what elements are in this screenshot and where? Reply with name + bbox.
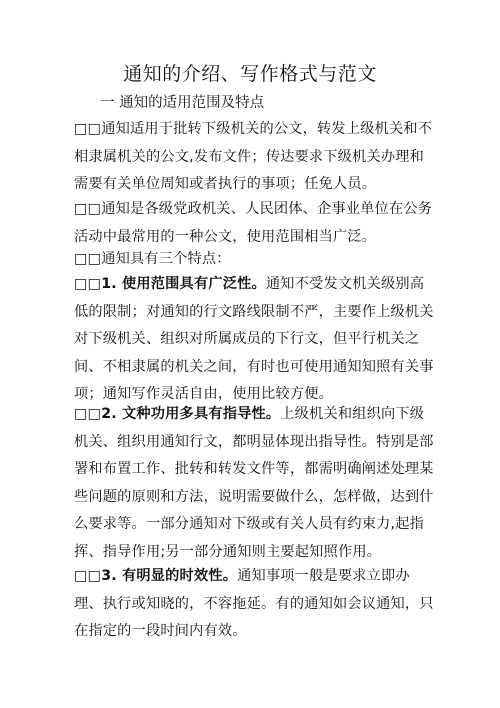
- paragraph-text: □□通知是各级党政机关、人民团体、企事业单位在公务活动中最常用的一种公文，使用范围相当广泛。: [74, 201, 433, 245]
- paragraph-text: 通知事项一般是要求立即办理、执行或知晓的，不容拖延。有的通知如会议通知，只在指定的一段时间内有效。: [74, 568, 434, 639]
- section-heading: 一 通知的适用范围及特点: [100, 95, 265, 111]
- feature-heading: □□1. 使用范围具有广泛性。: [74, 276, 266, 292]
- paragraph-features-intro: [74, 246, 434, 274]
- paragraph-feature-1: [74, 271, 434, 409]
- paragraph-text: 通知不受发文机关级别高低的限制；对通知的行文路线限制不严，主要作上级机关对下级机关、组织对所属成员的下行文，但平行机关之间、不相隶属的机关之间，有时也可使用通知知照有关事项；通知写作灵活自由，使用比较方便。: [74, 276, 434, 402]
- paragraph-usage: [74, 196, 434, 251]
- paragraph-feature-3: [74, 563, 434, 646]
- feature-heading: □□3. 有明显的时效性。: [74, 568, 238, 584]
- paragraph-text: □□通知适用于批转下级机关的公文，转发上级机关和不相隶属机关的公文,发布文件；传达要求下级机关办理和需要有关单位周知或者执行的事项；任免人员。: [74, 121, 433, 192]
- paragraph-feature-2: [74, 401, 434, 566]
- paragraph-scope: [74, 116, 434, 199]
- paragraph-text: □□通知具有三个特点：: [74, 251, 231, 267]
- feature-heading: □□2. 文种功用多具有指导性。: [74, 406, 281, 422]
- document-title: 通知的介绍、写作格式与范文: [123, 63, 377, 85]
- paragraph-text: 上级机关和组织向下级机关、组织用通知行文，都明显体现出指导性。特别是部署和布置工作、批转和转发文件等，都需明确阐述处理某些问题的原则和方法，说明需要做什么，怎样做，达到什么要求等。一部分通知对下级或有关人员有约束力,起指挥、指导作用;另一部分通知则主要起知照作用。: [74, 406, 434, 560]
